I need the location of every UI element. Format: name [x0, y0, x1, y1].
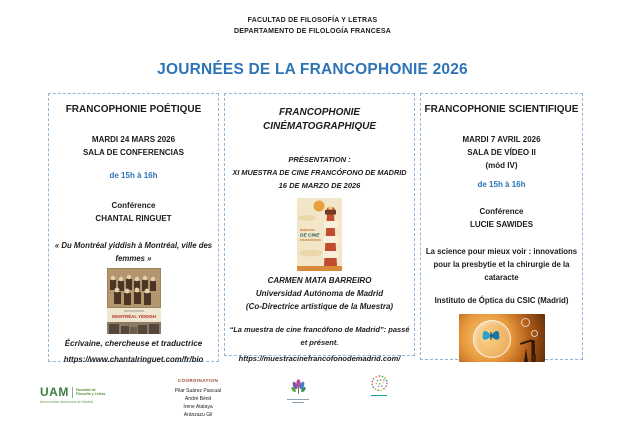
event-venue: SALA DE VÍDEO II	[467, 148, 536, 157]
coordination-block	[148, 378, 248, 419]
uam-university-line: Universidad Autónoma de Madrid	[40, 399, 94, 404]
speaker-name: LUCIE SAWIDES	[469, 220, 534, 229]
presentation-label: PRÉSENTATION :	[288, 155, 351, 164]
event-date: MARDI 7 AVRIL 2026	[462, 135, 541, 144]
talk-title: « Du Montréal yiddish à Montréal, ville des femmes »	[54, 241, 213, 263]
uam-faculty-line1: Facultad de	[75, 387, 96, 392]
event-venue: SALA DE CONFERENCIAS	[82, 148, 185, 157]
speaker-role: (Co-Directrice artistique de la Muestra)	[245, 302, 394, 311]
bouquet-logo-caption	[287, 399, 309, 400]
small-bubble	[521, 318, 530, 327]
talk-title: “La muestra de cine francófono de Madrid”: passé et présent.	[229, 325, 410, 347]
event-time: de 15h à 16h	[109, 171, 158, 180]
speaker-name: CARMEN MATA BARREIRO	[267, 276, 372, 285]
dots-circle-logo	[366, 374, 392, 396]
panel-title-line1: FRANCOPHONIE	[278, 107, 361, 118]
speaker-name: CHANTAL RINGUET	[95, 214, 172, 223]
department-line: DEPARTAMENTO DE FILOLOGÍA FRANCESA	[233, 28, 392, 35]
speaker-bio: Écrivaine, chercheuse et traductrice	[64, 339, 203, 348]
speaker-affiliation: Universidad Autónoma de Madrid	[255, 289, 384, 298]
panel-title: FRANCOPHONIE SCIENTIFIQUE	[424, 104, 579, 115]
event-date: 16 DE MARZO DE 2026	[278, 181, 361, 190]
book-band-text: MONTRÉAL YIDDISH	[111, 314, 156, 319]
event-date: MARDI 24 MARS 2026	[91, 135, 176, 144]
coordinator-name: Aránzazu Gil	[183, 412, 213, 418]
poster-text-francofono: FRANCÓFONO	[300, 238, 321, 242]
panel-title-line2: CINÉMATOGRAPHIQUE	[263, 121, 376, 132]
bouquet-logo-caption	[292, 402, 304, 403]
org-header	[0, 15, 625, 37]
coordination-label: COORDINATION	[177, 378, 219, 383]
uam-faculty-line2: Filosofía y Letras	[75, 392, 106, 396]
dots-logo-caption	[371, 395, 387, 396]
speaker-link[interactable]: https://www.chantalringuet.com/fr/bio	[63, 355, 204, 364]
science-illustration-image	[459, 314, 545, 362]
butterfly-icon	[481, 328, 501, 344]
coordinator-name: Pilar Suárez Pascual	[174, 388, 222, 394]
event-type: Conférence	[111, 201, 156, 210]
panel-francophonie-scientifique	[420, 93, 583, 360]
book-cover-image	[107, 268, 161, 334]
page-title: JOURNÉES DE LA FRANCOPHONIE 2026	[157, 61, 468, 78]
uam-wordmark: UAM	[40, 385, 69, 399]
coordinator-name: Irene Atalaya	[183, 404, 213, 410]
bouquet-logo	[285, 377, 311, 403]
talk-title: La science pour mieux voir : innovations pour la presbytie et la chirurgie de la cataracte	[425, 247, 578, 282]
speaker-affiliation: Instituto de Óptica du CSIC (Madrid)	[434, 296, 569, 305]
event-time: de 15h à 16h	[477, 180, 526, 189]
cinema-poster-image	[297, 198, 342, 271]
coordinator-name: André Bénit	[184, 396, 212, 402]
event-type: Conférence	[479, 207, 524, 216]
poster-text-de-cine: DE CINE	[300, 233, 320, 239]
event-venue-room: (mód IV)	[485, 161, 518, 170]
uam-logo	[40, 386, 130, 404]
event-link[interactable]: https://muestracinefrancofonodemadrid.com/	[238, 354, 401, 363]
panel-title: FRANCOPHONIE POÉTIQUE	[65, 104, 202, 115]
poster-text-muestra: MUESTRA	[300, 228, 315, 232]
panel-francophonie-cinematographique	[224, 93, 415, 363]
event-name: XI MUESTRA DE CINE FRANCÓFONO DE MADRID	[232, 168, 407, 177]
faculty-line: FACULTAD DE FILOSOFÍA Y LETRAS	[247, 17, 378, 24]
panel-francophonie-poetique	[48, 93, 219, 362]
logo-divider	[72, 387, 73, 398]
astronomer-silhouette	[517, 336, 543, 362]
